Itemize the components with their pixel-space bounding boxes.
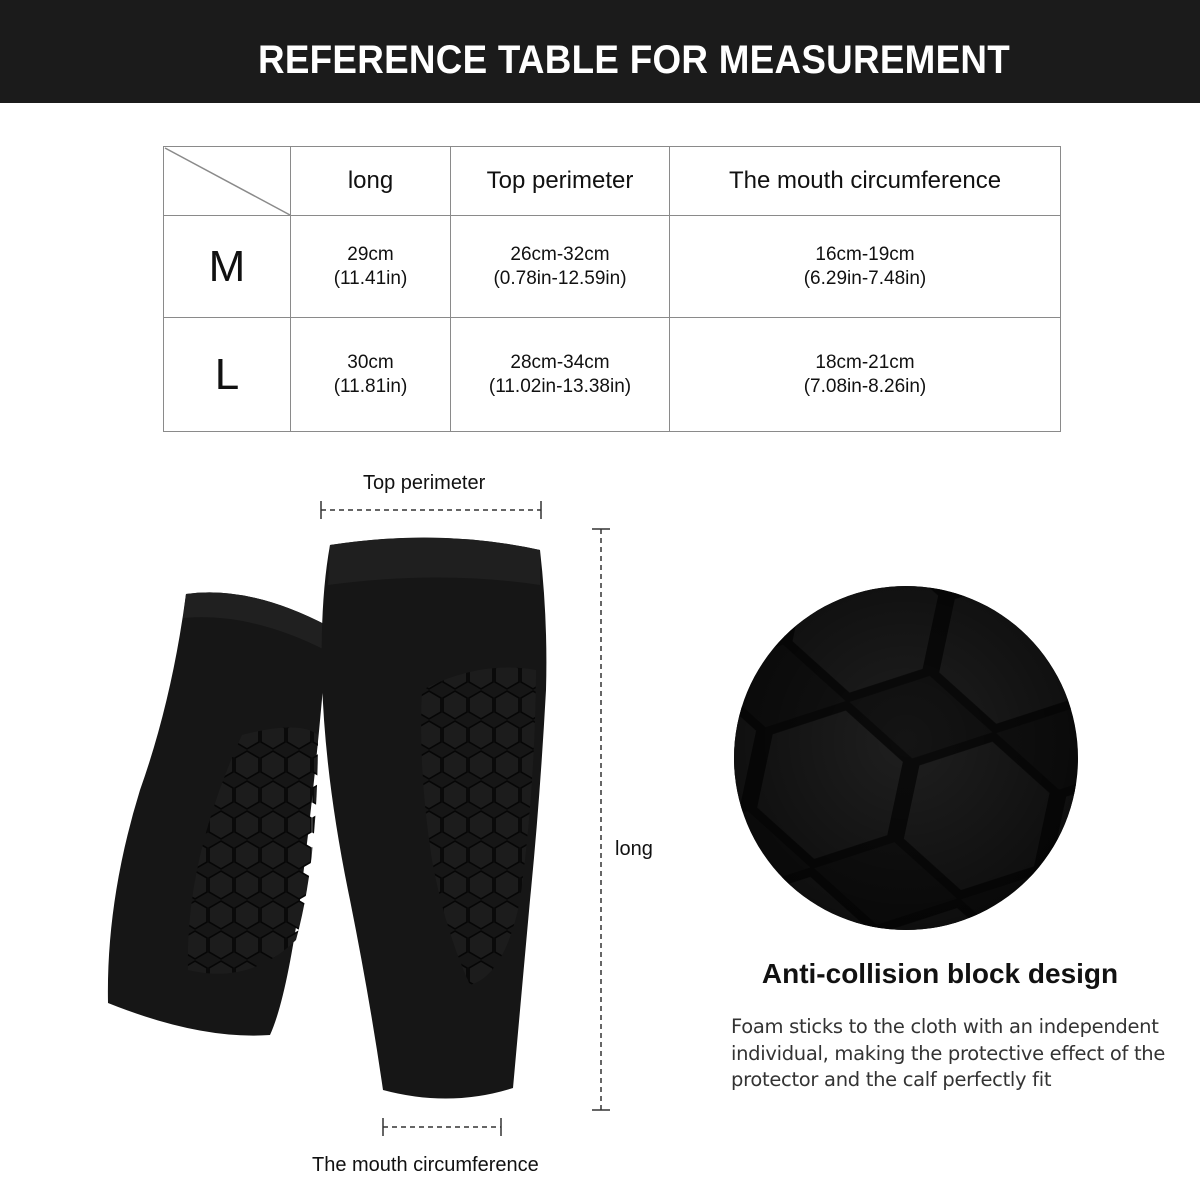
mouth-circumference-cm: 16cm-19cm bbox=[815, 243, 915, 265]
size-label: M bbox=[164, 216, 291, 318]
long-in: (11.41in) bbox=[333, 267, 408, 289]
top-perimeter-in: (0.78in-12.59in) bbox=[493, 267, 627, 289]
size-label: L bbox=[164, 318, 291, 432]
column-header-mouth-circumference: The mouth circumference bbox=[670, 147, 1061, 216]
mouth-circumference-cm: 18cm-21cm bbox=[815, 351, 915, 373]
feature-title: Anti-collision block design bbox=[761, 958, 1119, 989]
front-sleeve bbox=[322, 538, 547, 1099]
long-in: (11.81in) bbox=[333, 375, 408, 397]
top-perimeter-in: (11.02in-13.38in) bbox=[488, 375, 632, 397]
back-sleeve bbox=[108, 592, 328, 1035]
mouth-circumference-marker bbox=[383, 1118, 501, 1136]
top-perimeter-marker bbox=[321, 501, 541, 519]
page-title: REFERENCE TABLE FOR MEASUREMENT bbox=[257, 38, 1011, 82]
long-cm: 29cm bbox=[347, 243, 394, 265]
long-marker bbox=[592, 529, 610, 1110]
feature-description: Foam sticks to the cloth with an independent individual, making the protective effect of the protector and the calf perfectly fit bbox=[731, 1015, 1166, 1091]
column-header-top-perimeter: Top perimeter bbox=[451, 147, 670, 216]
long-cm: 30cm bbox=[347, 351, 394, 373]
foam-closeup-circle bbox=[720, 570, 1100, 950]
mouth-circumference-in: (7.08in-8.26in) bbox=[803, 375, 927, 397]
top-perimeter-cm: 28cm-34cm bbox=[510, 351, 610, 373]
top-perimeter-cm: 26cm-32cm bbox=[510, 243, 610, 265]
top-perimeter-label: Top perimeter bbox=[363, 472, 486, 494]
mouth-circumference-in: (6.29in-7.48in) bbox=[803, 267, 927, 289]
long-label: long bbox=[615, 838, 653, 860]
column-header-long: long bbox=[291, 147, 451, 216]
mouth-circumference-label: The mouth circumference bbox=[312, 1154, 539, 1176]
